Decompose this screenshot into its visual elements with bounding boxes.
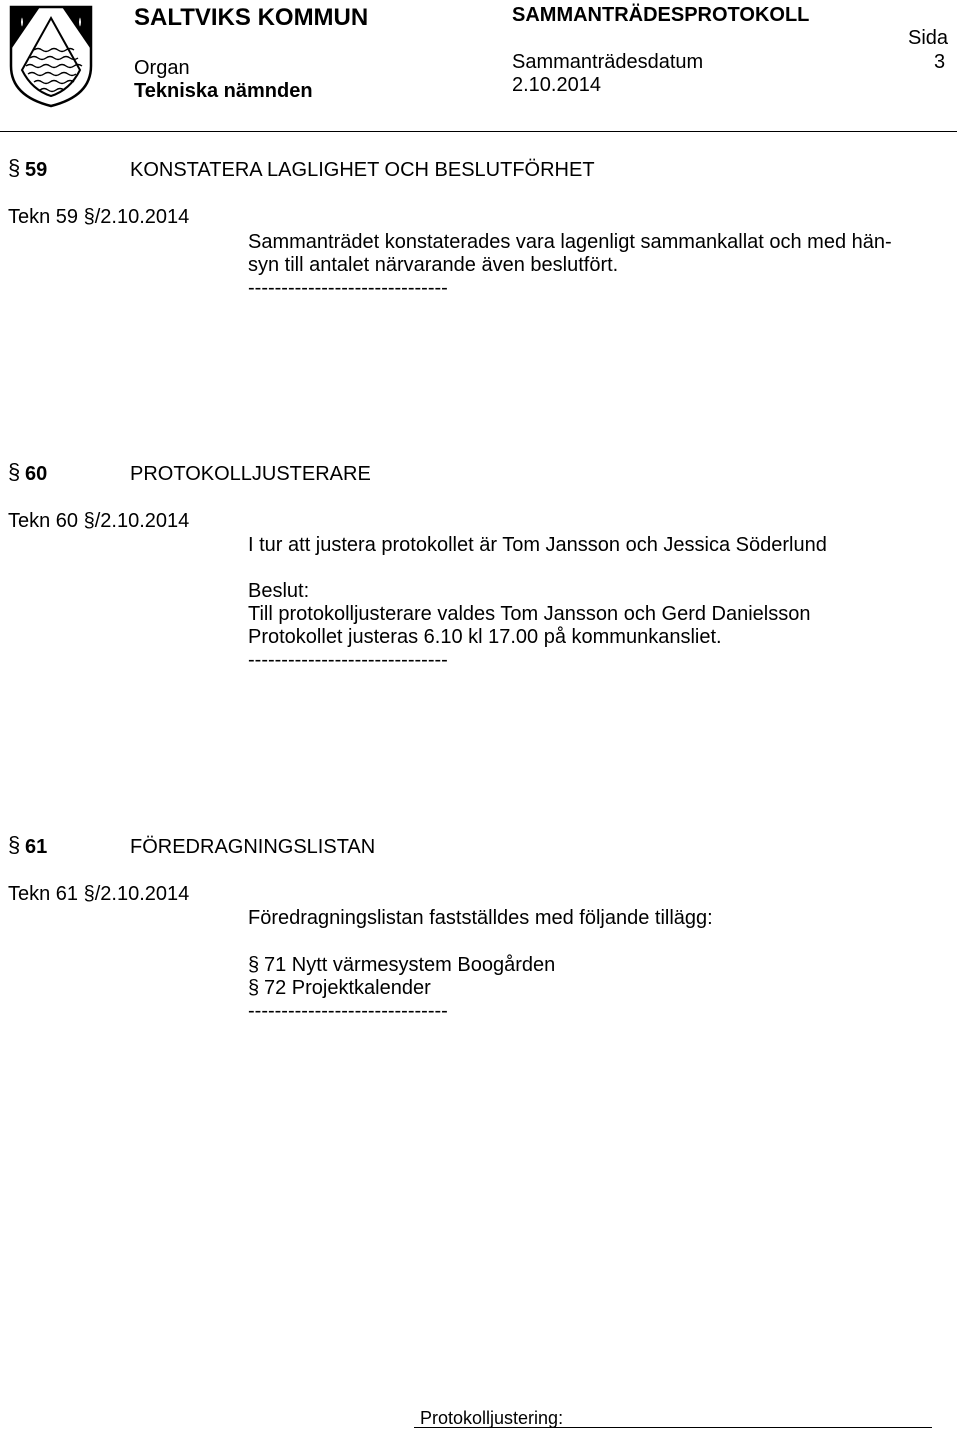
paragraph-symbol: § <box>8 459 21 484</box>
section-reference: Tekn 61 §/2.10.2014 <box>8 883 190 905</box>
list-item: 72 Projektkalender <box>264 977 431 999</box>
date-label: Sammanträdesdatum <box>512 51 704 73</box>
section-separator: ------------------------------ <box>248 277 448 299</box>
section-reference: Tekn 59 §/2.10.2014 <box>8 206 190 228</box>
document-type: SAMMANTRÄDESPROTOKOLL <box>512 4 810 26</box>
section-reference: Tekn 60 §/2.10.2014 <box>8 510 190 532</box>
section-number: 61 <box>25 836 48 858</box>
page-number: 3 <box>934 51 946 73</box>
municipality-coat-of-arms-logo <box>8 4 94 108</box>
list-item-symbol: § <box>248 954 260 976</box>
page-label: Sida <box>908 27 949 49</box>
list-item-symbol: § <box>248 977 260 999</box>
paragraph-symbol: § <box>8 832 21 857</box>
signature-line <box>414 1427 932 1428</box>
signature-label: Protokolljustering: <box>420 1408 564 1428</box>
section-title: KONSTATERA LAGLIGHET OCH BESLUTFÖRHET <box>130 159 595 181</box>
date-value: 2.10.2014 <box>512 74 601 96</box>
organization-name: SALTVIKS KOMMUN <box>134 4 369 31</box>
body-line: syn till antalet närvarande även beslutfört. <box>248 254 619 276</box>
decision-line: Protokollet justeras 6.10 kl 17.00 på kommunkansliet. <box>248 626 722 648</box>
section-number: 59 <box>25 159 48 181</box>
section-separator: ------------------------------ <box>248 649 448 671</box>
list-item: 71 Nytt värmesystem Boogården <box>264 954 556 976</box>
body-line: I tur att justera protokollet är Tom Jansson och Jessica Söderlund <box>248 534 827 556</box>
decision-label: Beslut: <box>248 580 310 602</box>
section-title: PROTOKOLLJUSTERARE <box>130 463 371 485</box>
section-title: FÖREDRAGNINGSLISTAN <box>130 836 376 858</box>
organ-label: Organ <box>134 57 190 79</box>
section-separator: ------------------------------ <box>248 1000 448 1022</box>
paragraph-symbol: § <box>8 155 21 180</box>
decision-line: Till protokolljusterare valdes Tom Jansson och Gerd Danielsson <box>248 603 811 625</box>
section-number: 60 <box>25 463 48 485</box>
header-divider <box>0 131 957 132</box>
body-line: Sammanträdet konstaterades vara lagenligt sammankallat och med hän- <box>248 231 892 253</box>
body-line: Föredragningslistan fastställdes med följande tillägg: <box>248 907 713 929</box>
organ-value: Tekniska nämnden <box>134 80 313 102</box>
